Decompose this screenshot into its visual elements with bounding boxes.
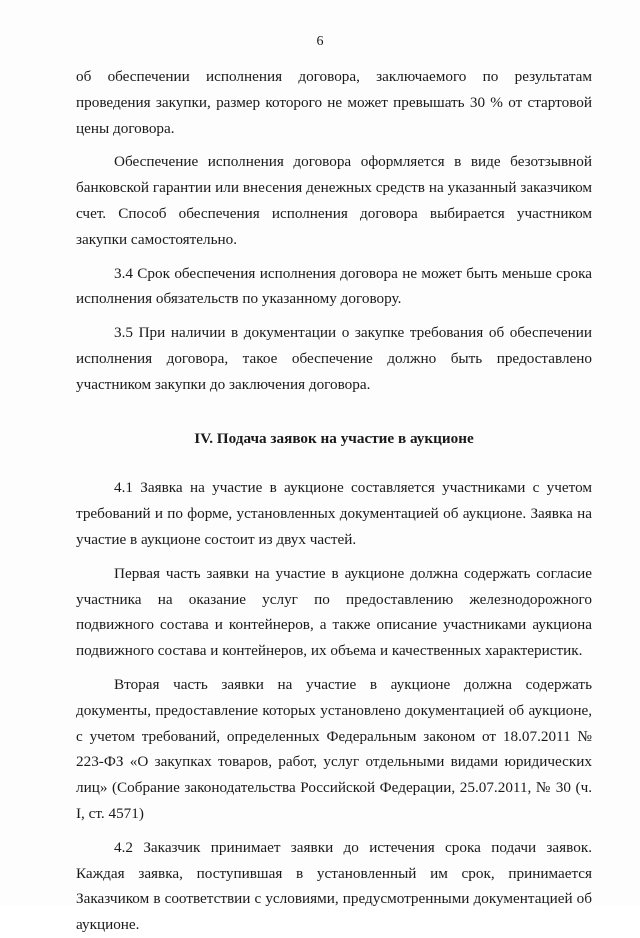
document-body	[76, 64, 592, 938]
page-number: 6	[316, 34, 324, 49]
paragraph-first-part: Первая часть заявки на участие в аукционе должна содержать согласие участника на оказание услуг по предоставлению железнодорожного подвижного состава и контейнеров, а также описание участниками аукциона подвижного состава и контейнеров, их объема и качественных характеристик.	[76, 564, 592, 660]
section-heading: IV. Подача заявок на участие в аукционе	[194, 429, 474, 447]
paragraph-security-amount: об обеспечении исполнения договора, заключаемого по результатам проведения закупки, размер которого не может превышать 30 % от стартовой цены договора.	[76, 68, 592, 137]
paragraph-security-form: Обеспечение исполнения договора оформляется в виде безотзывной банковской гарантии или внесения денежных средств на указанный заказчиком счет. Способ обеспечения исполнения договора выбирается участником закупки самостоятельно.	[76, 153, 592, 248]
paragraph-4-2: 4.2 Заказчик принимает заявки до истечения срока подачи заявок. Каждая заявка, поступившая в установленный им срок, принимается Заказчиком в соответствии с условиями, предусмотренными документацией об аукционе.	[76, 838, 592, 934]
paragraph-4-1: 4.1 Заявка на участие в аукционе составляется участниками с учетом требований и по форме, установленных документацией об аукционе. Заявка на участие в аукционе состоит из двух частей.	[76, 479, 592, 548]
paragraph-3-4: 3.4 Срок обеспечения исполнения договора не может быть меньше срока исполнения обязательств по указанному договору.	[76, 264, 592, 308]
paragraph-3-5: 3.5 При наличии в документации о закупке требования об обеспечении исполнения договора, такое обеспечение должно быть предоставлено участником закупки до заключения договора.	[76, 324, 592, 393]
paragraph-second-part: Вторая часть заявки на участие в аукционе должна содержать документы, предоставление которых установлено документацией об аукционе, с учетом требований, определенных Федеральным законом от 18.07.2011 № 223-ФЗ «О закупках товаров, работ, услуг отдельными видами юридических лиц» (Собрание законодательства Российской Федерации, 25.07.2011, № 30 (ч. I, ст. 4571)	[76, 675, 592, 822]
